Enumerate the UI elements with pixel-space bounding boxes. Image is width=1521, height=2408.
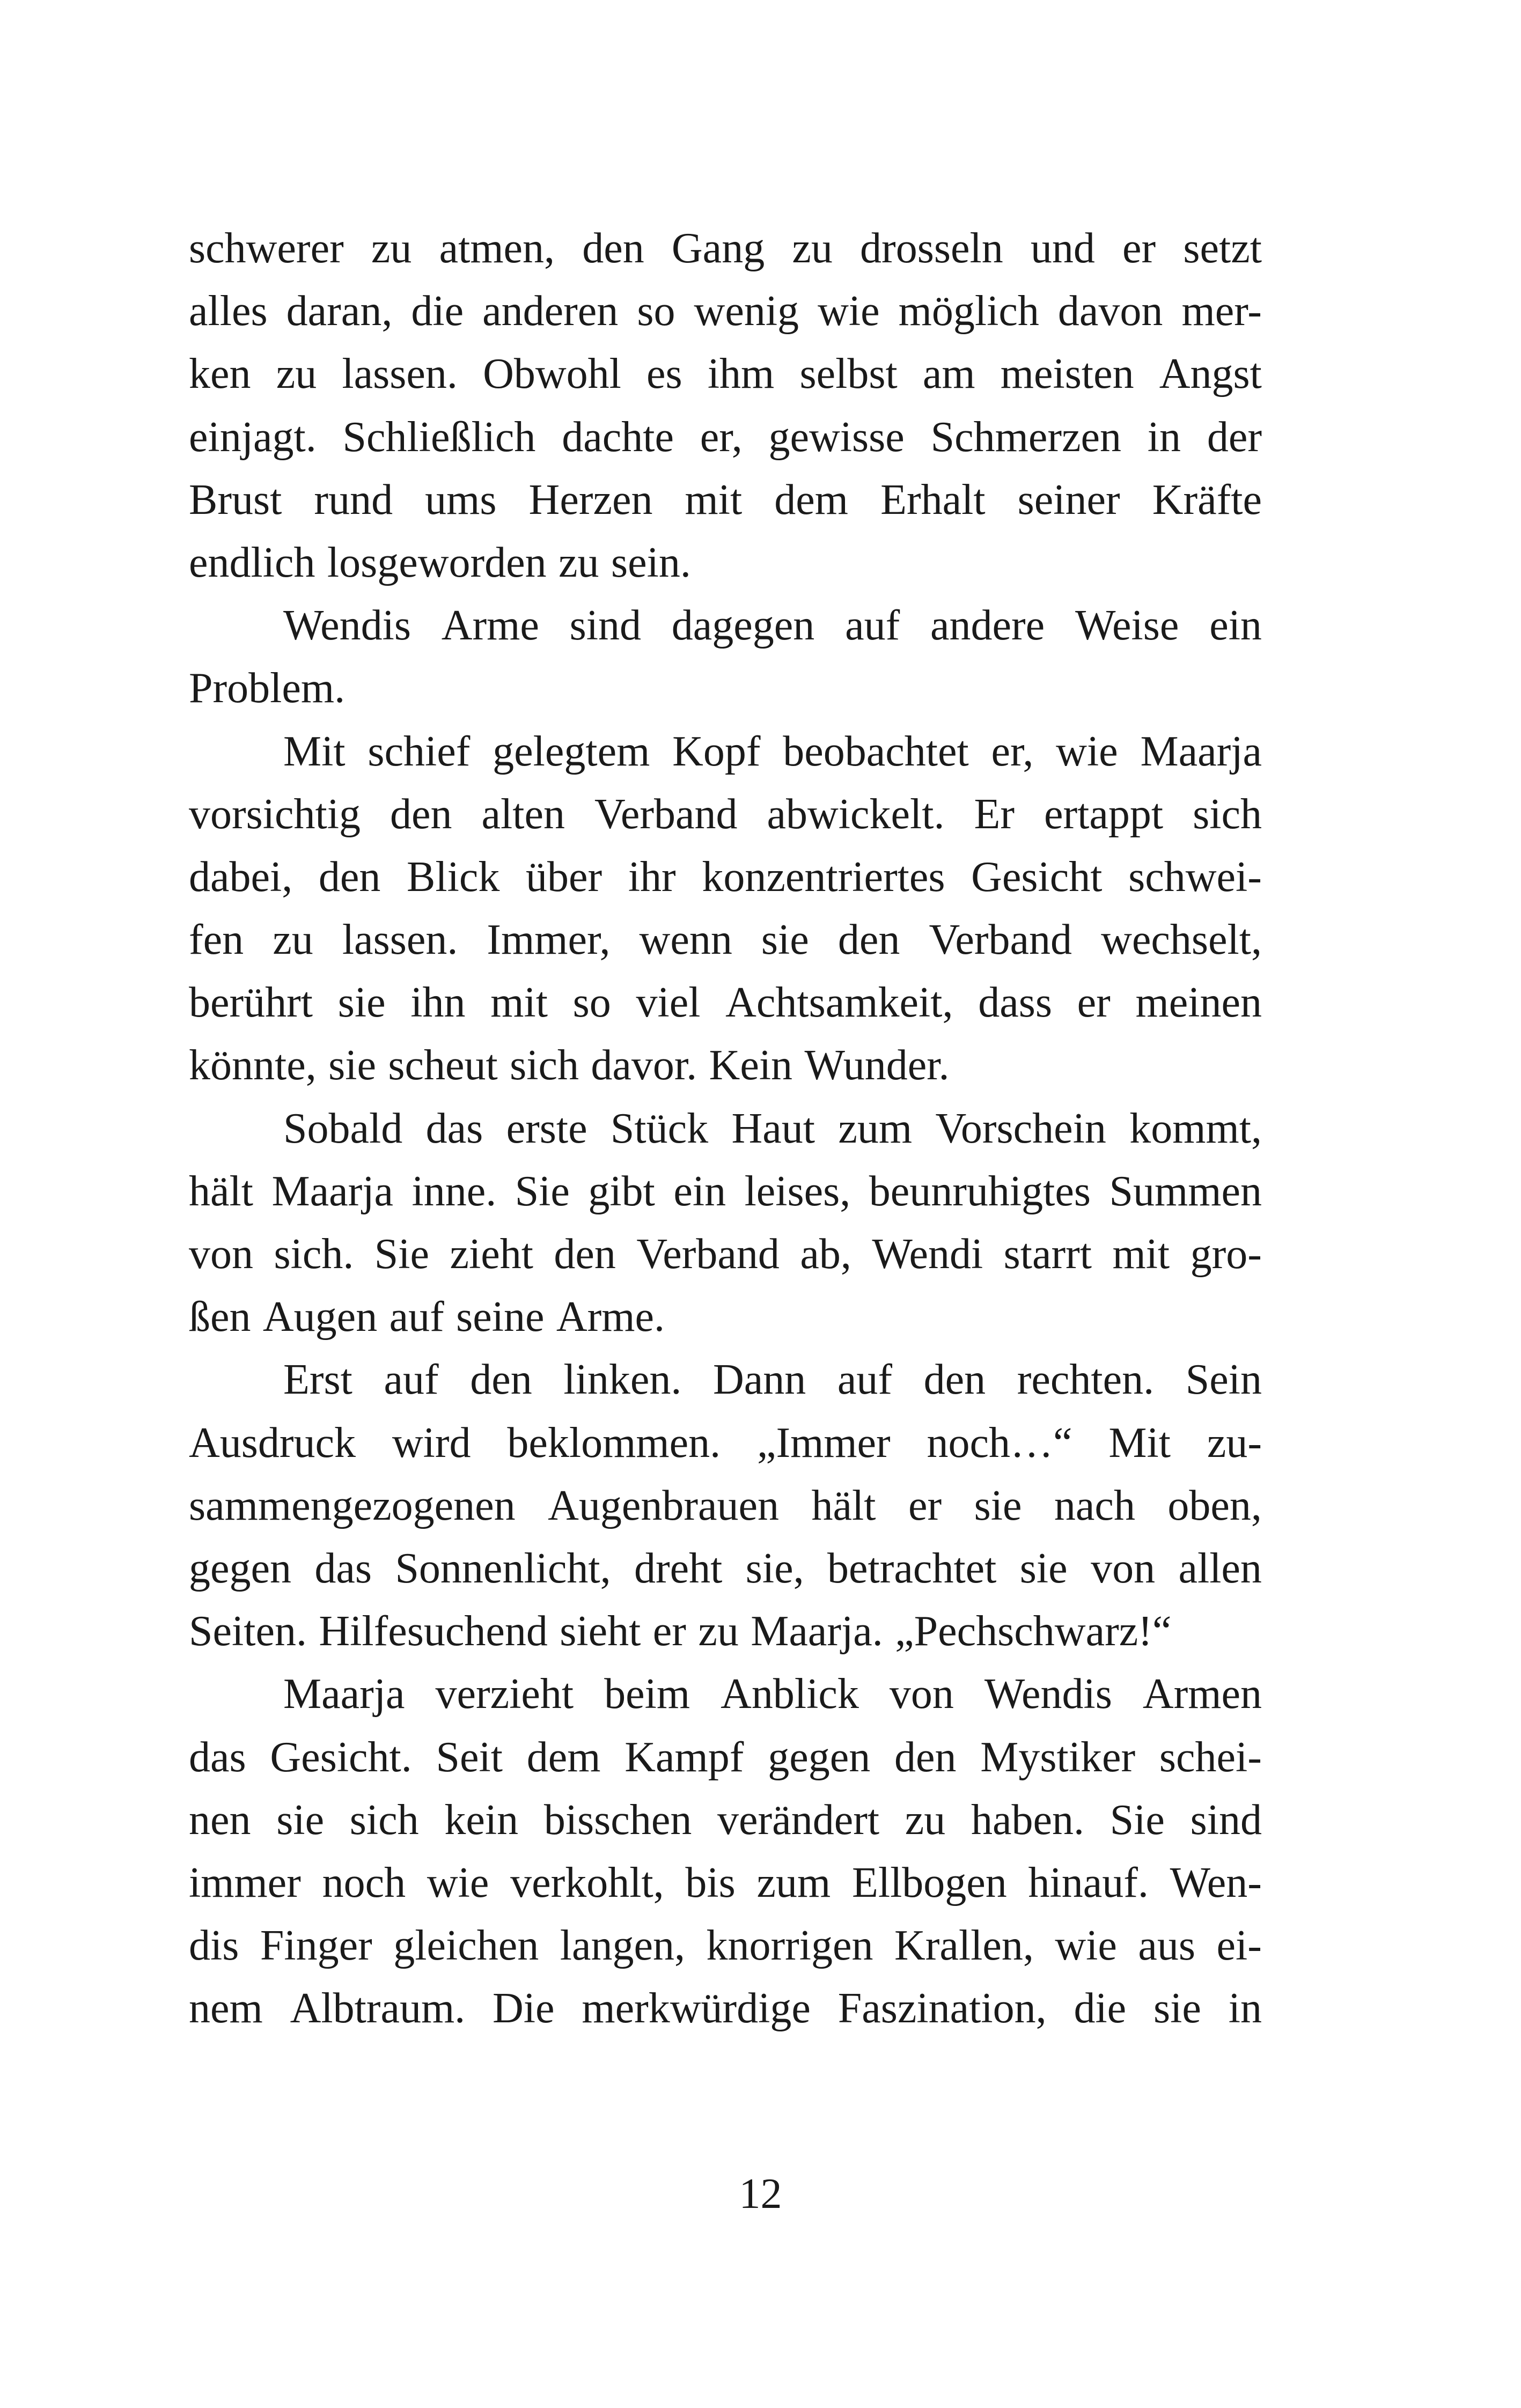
word: wie — [427, 1859, 489, 1906]
word: er, — [700, 413, 743, 461]
word: Sie — [1109, 1796, 1165, 1844]
word: den — [554, 1231, 616, 1278]
word: es — [646, 350, 682, 398]
word: dachte — [562, 413, 674, 461]
word: alles — [189, 288, 268, 335]
word: sind — [1190, 1796, 1262, 1844]
word: atmen, — [439, 225, 555, 272]
word: seine — [456, 1293, 545, 1341]
word: Sein — [1185, 1356, 1262, 1404]
word: sie — [337, 979, 386, 1027]
word: Gesicht. — [270, 1733, 412, 1781]
text-line — [189, 1537, 1262, 1600]
word: so — [572, 979, 611, 1027]
word: setzt — [1183, 225, 1262, 272]
word: ßen — [189, 1293, 251, 1341]
word: ums — [425, 476, 497, 524]
word: andere — [930, 602, 1045, 650]
word: gro- — [1190, 1231, 1262, 1278]
word: betrachtet — [827, 1544, 997, 1592]
word: dem — [526, 1733, 601, 1781]
word: Weise — [1075, 602, 1179, 650]
word: sich — [510, 1042, 579, 1089]
word: kein — [444, 1796, 519, 1844]
word: zu- — [1207, 1419, 1262, 1467]
paragraph — [189, 594, 1262, 720]
word: zum — [838, 1104, 913, 1152]
word: Finger — [260, 1922, 372, 1970]
body-text — [189, 217, 1262, 2040]
word: endlich — [189, 539, 315, 586]
word: Vorschein — [935, 1104, 1106, 1152]
word: über — [526, 853, 602, 901]
word: wie — [818, 288, 880, 335]
word: schei- — [1159, 1733, 1262, 1781]
word: Ellbogen — [851, 1859, 1007, 1906]
word: Wunder. — [804, 1042, 950, 1089]
word: Blick — [407, 853, 500, 901]
word: Sobald — [283, 1104, 403, 1152]
word: Herzen — [528, 476, 653, 524]
word: dass — [978, 979, 1052, 1027]
text-line — [189, 469, 1262, 532]
word: ken — [189, 350, 251, 398]
word: Dann — [712, 1356, 806, 1404]
word: dreht — [634, 1544, 723, 1592]
word: und — [1030, 225, 1095, 272]
word: zu — [905, 1796, 946, 1844]
word: leises, — [744, 1167, 851, 1215]
word: linken. — [563, 1356, 682, 1404]
word: Problem. — [189, 665, 346, 712]
word: abwickelt. — [767, 790, 945, 838]
word: Erhalt — [880, 476, 986, 524]
word: gleichen — [393, 1922, 539, 1970]
word: langen, — [560, 1922, 685, 1970]
text-line — [189, 1160, 1262, 1223]
word: den — [894, 1733, 957, 1781]
word: Angst — [1159, 350, 1262, 398]
word: sieht — [560, 1608, 641, 1655]
word: Die — [493, 1985, 555, 2033]
word: davon — [1057, 288, 1163, 335]
word: aus — [1138, 1922, 1196, 1970]
word: wenn — [639, 916, 732, 964]
text-line — [189, 1412, 1262, 1475]
text-line — [189, 406, 1262, 469]
word: ihm — [707, 350, 775, 398]
word: sie, — [745, 1544, 804, 1592]
word: hält — [189, 1167, 253, 1215]
text-line — [189, 532, 1262, 594]
word: beklommen. — [507, 1419, 721, 1467]
word: Obwohl — [483, 350, 621, 398]
word: Albtraum. — [290, 1985, 466, 2033]
word: Wendis — [984, 1670, 1112, 1718]
word: schwei- — [1128, 853, 1262, 901]
word: lassen. — [342, 350, 458, 398]
word: Achtsamkeit, — [725, 979, 953, 1027]
word: zu — [559, 539, 599, 586]
word: von — [1091, 1544, 1156, 1592]
word: Verband — [594, 790, 738, 838]
word: Augen — [262, 1293, 378, 1341]
word: Maarja — [1140, 727, 1262, 775]
word: er — [652, 1608, 686, 1655]
word: merkwürdige — [582, 1985, 811, 2033]
word: nem — [189, 1985, 263, 2033]
word: sind — [569, 602, 642, 650]
word: Sie — [374, 1231, 430, 1278]
word: gibt — [588, 1167, 655, 1215]
text-line — [189, 217, 1262, 280]
word: die — [411, 288, 464, 335]
word: Gesicht — [971, 853, 1103, 901]
word: meinen — [1135, 979, 1262, 1027]
word: mit — [490, 979, 548, 1027]
word: Summen — [1109, 1167, 1262, 1215]
word: Schließlich — [342, 413, 536, 461]
word: Maarja — [283, 1670, 405, 1718]
word: auf — [389, 1293, 444, 1341]
word: allen — [1178, 1544, 1262, 1592]
word: sie — [761, 916, 809, 964]
word: Haut — [731, 1104, 815, 1152]
paragraph — [189, 1663, 1262, 2040]
word: mit — [685, 476, 743, 524]
word: starrt — [1003, 1231, 1092, 1278]
word: dagegen — [671, 602, 815, 650]
word: rund — [314, 476, 393, 524]
text-line — [189, 1600, 1262, 1663]
word: sein. — [611, 539, 691, 586]
word: könnte, — [189, 1042, 317, 1089]
text-line — [189, 1726, 1262, 1789]
word: Kopf — [672, 727, 761, 775]
word: Wen- — [1170, 1859, 1262, 1906]
word: nach — [1054, 1482, 1135, 1529]
word: haben. — [971, 1796, 1084, 1844]
word: noch…“ — [927, 1419, 1072, 1467]
word: auf — [845, 602, 900, 650]
word: auf — [384, 1356, 439, 1404]
word: sich. — [274, 1231, 354, 1278]
word: Seiten. — [189, 1608, 307, 1655]
word: Hilfesuchend — [319, 1608, 548, 1655]
word: mit — [1112, 1231, 1170, 1278]
word: zu — [371, 225, 412, 272]
word: rechten. — [1017, 1356, 1155, 1404]
word: den — [318, 853, 381, 901]
paragraph — [189, 1349, 1262, 1663]
word: Mystiker — [980, 1733, 1136, 1781]
word: wechselt, — [1101, 916, 1262, 964]
word: seiner — [1017, 476, 1120, 524]
word: möglich — [898, 288, 1039, 335]
word: vorsichtig — [189, 790, 361, 838]
word: gelegtem — [493, 727, 650, 775]
word: Arme. — [556, 1293, 665, 1341]
word: das — [425, 1104, 483, 1152]
word: Augenbrauen — [548, 1482, 780, 1529]
word: Armen — [1142, 1670, 1262, 1718]
word: ei- — [1216, 1922, 1262, 1970]
word: sich — [349, 1796, 419, 1844]
word: noch — [322, 1859, 406, 1906]
word: hält — [811, 1482, 876, 1529]
word: der — [1207, 413, 1262, 461]
word: Schmerzen — [930, 413, 1121, 461]
word: zu — [792, 225, 833, 272]
text-line — [189, 594, 1262, 657]
word: Verband — [636, 1231, 780, 1278]
word: zu — [273, 916, 313, 964]
word: Wendis — [283, 602, 411, 650]
word: Faszination, — [837, 1985, 1047, 2033]
text-line — [189, 1914, 1262, 1977]
word: Erst — [283, 1356, 352, 1404]
word: den — [837, 916, 900, 964]
word: den — [582, 225, 644, 272]
word: kommt, — [1129, 1104, 1262, 1152]
word: „Pechschwarz!“ — [895, 1608, 1172, 1655]
word: ab, — [800, 1231, 851, 1278]
word: Er — [974, 790, 1015, 838]
word: sie — [328, 1042, 376, 1089]
word: konzentriertes — [702, 853, 945, 901]
text-line — [189, 1286, 1262, 1349]
word: zum — [756, 1859, 831, 1906]
word: viel — [636, 979, 701, 1027]
word: hinauf. — [1028, 1859, 1149, 1906]
word: wie — [1056, 727, 1118, 775]
word: auf — [837, 1356, 892, 1404]
word: mer- — [1181, 288, 1262, 335]
word: Gang — [671, 225, 765, 272]
text-line — [189, 1663, 1262, 1726]
word: das — [189, 1733, 246, 1781]
paragraph — [189, 1098, 1262, 1349]
paragraph — [189, 217, 1262, 594]
word: Anblick — [721, 1670, 859, 1718]
word: gegen — [768, 1733, 871, 1781]
word: den — [923, 1356, 986, 1404]
word: Maarja. — [751, 1608, 883, 1655]
word: in — [1147, 413, 1181, 461]
word: die — [1074, 1985, 1127, 2033]
word: wenig — [694, 288, 799, 335]
word: zu — [698, 1608, 739, 1655]
word: zu — [276, 350, 317, 398]
word: ihr — [628, 853, 676, 901]
word: inne. — [412, 1167, 497, 1215]
page-number: 12 — [739, 2170, 782, 2218]
word: den — [470, 1356, 532, 1404]
word: dabei, — [189, 853, 293, 901]
word: schief — [368, 727, 471, 775]
word: einjagt. — [189, 413, 317, 461]
word: er — [1077, 979, 1111, 1027]
word: sie — [276, 1796, 325, 1844]
word: Arme — [441, 602, 539, 650]
word: erste — [506, 1104, 587, 1152]
word: beunruhigtes — [869, 1167, 1091, 1215]
word: ihn — [410, 979, 466, 1027]
word: daran, — [286, 288, 393, 335]
word: knorrigen — [706, 1922, 873, 1970]
text-line — [189, 720, 1262, 783]
text-line — [189, 1977, 1262, 2040]
word: lassen. — [342, 916, 458, 964]
word: den — [390, 790, 452, 838]
word: verändert — [717, 1796, 880, 1844]
word: schwerer — [189, 225, 344, 272]
paragraph — [189, 720, 1262, 1098]
text-line — [189, 1349, 1262, 1411]
word: bisschen — [543, 1796, 692, 1844]
text-line — [189, 1852, 1262, 1914]
word: so — [637, 288, 675, 335]
text-line — [189, 971, 1262, 1034]
word: Brust — [189, 476, 282, 524]
word: Sie — [515, 1167, 570, 1215]
word: davor. — [591, 1042, 697, 1089]
word: am — [922, 350, 975, 398]
text-line — [189, 783, 1262, 846]
text-line — [189, 1034, 1262, 1097]
text-line — [189, 909, 1262, 971]
word: von — [189, 1231, 253, 1278]
word: Seit — [436, 1733, 503, 1781]
word: Kein — [709, 1042, 793, 1089]
word: beim — [604, 1670, 690, 1718]
word: oben, — [1167, 1482, 1262, 1529]
word: Krallen, — [894, 1922, 1034, 1970]
word: Mit — [283, 727, 346, 775]
word: sie — [1153, 1985, 1201, 2033]
word: Immer, — [487, 916, 611, 964]
word: immer — [189, 1859, 301, 1906]
word: Wendi — [872, 1231, 983, 1278]
word: meisten — [1000, 350, 1134, 398]
word: berührt — [189, 979, 313, 1027]
word: verzieht — [435, 1670, 574, 1718]
word: ertappt — [1044, 790, 1164, 838]
text-line — [189, 1223, 1262, 1286]
word: alten — [481, 790, 565, 838]
word: in — [1228, 1985, 1262, 2033]
text-line — [189, 1098, 1262, 1160]
word: das — [314, 1544, 372, 1592]
text-line — [189, 657, 1262, 720]
word: verkohlt, — [510, 1859, 664, 1906]
word: bis — [685, 1859, 736, 1906]
word: er — [908, 1482, 942, 1529]
text-line — [189, 846, 1262, 909]
word: Kräfte — [1152, 476, 1262, 524]
word: wird — [392, 1419, 471, 1467]
word: gegen — [189, 1544, 292, 1592]
word: nen — [189, 1796, 251, 1844]
text-line — [189, 1789, 1262, 1852]
word: er, — [991, 727, 1034, 775]
word: Sonnenlicht, — [395, 1544, 611, 1592]
word: Maarja — [271, 1167, 393, 1215]
word: selbst — [799, 350, 898, 398]
text-line — [189, 1475, 1262, 1537]
text-line — [189, 280, 1262, 343]
word: dem — [774, 476, 849, 524]
word: sie — [1019, 1544, 1068, 1592]
word: drosseln — [860, 225, 1003, 272]
word: ein — [1209, 602, 1262, 650]
word: wie — [1055, 1922, 1117, 1970]
word: zieht — [450, 1231, 533, 1278]
word: scheut — [388, 1042, 498, 1089]
word: Mit — [1108, 1419, 1171, 1467]
word: Ausdruck — [189, 1419, 356, 1467]
text-line — [189, 343, 1262, 406]
word: fen — [189, 916, 244, 964]
word: dis — [189, 1922, 239, 1970]
word: Verband — [929, 916, 1072, 964]
word: Stück — [610, 1104, 709, 1152]
word: anderen — [482, 288, 619, 335]
word: gewisse — [768, 413, 905, 461]
word: Kampf — [624, 1733, 744, 1781]
word: sie — [974, 1482, 1022, 1529]
word: sich — [1193, 790, 1262, 838]
word: sammengezogenen — [189, 1482, 516, 1529]
word: er — [1122, 225, 1156, 272]
word: losgeworden — [327, 539, 547, 586]
word: ein — [673, 1167, 726, 1215]
word: beobachtet — [783, 727, 969, 775]
word: von — [889, 1670, 954, 1718]
word: „Immer — [756, 1419, 891, 1467]
